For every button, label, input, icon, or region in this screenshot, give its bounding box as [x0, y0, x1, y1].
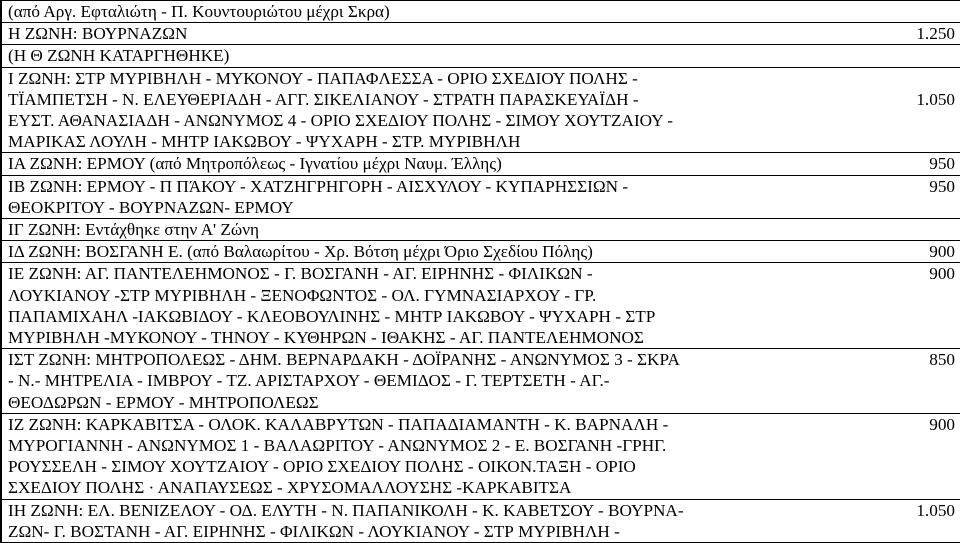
- table-row: [1, 219, 960, 241]
- zone-rows: [1, 1, 960, 543]
- zone-value-cell: 1.050: [829, 67, 960, 153]
- table-row: [1, 175, 960, 218]
- zone-description-line: ΙΕ ΖΩΝΗ: ΑΓ. ΠΑΝΤΕΛΕΗΜΟΝΟΣ - Γ. ΒΟΣΓΑΝΗ - ΑΓ. ΕΙΡΗΝΗΣ - ΦΙΛΙΚΩΝ -: [8, 264, 593, 284]
- zone-description-cell: [1, 153, 829, 175]
- zone-description-line: ΘΕΟΚΡΙΤΟΥ - ΒΟΥΡΝΑΖΩΝ- ΕΡΜΟΥ: [8, 197, 294, 217]
- zone-description-cell: [1, 413, 829, 499]
- zone-value-cell: 900: [829, 263, 960, 349]
- zone-description-line: ΡΟΥΣΣΕΛΗ - ΣΙΜΟΥ ΧΟΥΤΖΑΙΟΥ - ΟΡΙΟ ΣΧΕΔΙΟΥ ΠΟΛΗΣ - ΟΙΚΟΝ.ΤΑΞΗ - ΟΡΙΟ: [8, 457, 636, 477]
- zone-description-line: ΣΧΕΔΙΟΥ ΠΟΛΗΣ · ΑΝΑΠΑΥΣΕΩΣ - ΧΡΥΣΟΜΑΛΛΟΥΣΗΣ -ΚΑΡΚΑΒΙΤΣΑ: [8, 478, 572, 498]
- zone-value-cell: 1.250: [829, 23, 960, 45]
- table-row: [1, 413, 960, 499]
- table-row: [1, 23, 960, 45]
- zone-value-cell: 1.050: [829, 499, 960, 542]
- zone-description-cell: [1, 45, 829, 67]
- zone-value-cell: [829, 45, 960, 67]
- zone-description-line: - Ν.- ΜΗΤΡΕΛΙΑ - ΙΜΒΡΟΥ - ΤΖ. ΑΡΙΣΤΑΡΧΟΥ - ΘΕΜΙΔΟΣ - Γ. ΤΕΡΤΣΕΤΗ - ΑΓ.-: [8, 371, 610, 391]
- zone-description-line: ΙΣΤ ΖΩΝΗ: ΜΗΤΡΟΠΟΛΕΩΣ - ΔΗΜ. ΒΕΡΝΑΡΔΑΚΗ - ΔΟΪΡΑΝΗΣ - ΑΝΩΝΥΜΟΣ 3 - ΣΚΡΑ: [8, 350, 680, 370]
- table-row: [1, 45, 960, 67]
- zone-description-line: ΠΑΠΑΜΙΧΑΗΛ -ΙΑΚΩΒΙΔΟΥ - ΚΛΕΟΒΟΥΛΙΝΗΣ - ΜΗΤΡ ΙΑΚΩΒΟΥ - ΨΥΧΑΡΗ - ΣΤΡ: [8, 306, 656, 326]
- table-row: [1, 1, 960, 23]
- zone-value-cell: 900: [829, 241, 960, 263]
- zone-description-line: ΙΔ ΖΩΝΗ: ΒΟΣΓΑΝΗ Ε. (από Βαλαωρίτου - Χρ. Βότση μέχρι Όριο Σχεδίου Πόλης): [8, 242, 593, 262]
- zone-description-cell: [1, 241, 829, 263]
- table-row: [1, 241, 960, 263]
- zone-description-line: ΕΥΣΤ. ΑΘΑΝΑΣΙΑΔΗ - ΑΝΩΝΥΜΟΣ 4 - ΟΡΙΟ ΣΧΕΔΙΟΥ ΠΟΛΗΣ - ΣΙΜΟΥ ΧΟΥΤΖΑΙΟΥ -: [8, 111, 674, 131]
- zone-description-line: ΙΑ ΖΩΝΗ: ΕΡΜΟΥ (από Μητροπόλεως - Ιγνατίου μέχρι Ναυμ. Έλλης): [8, 154, 502, 174]
- zone-description-cell: [1, 23, 829, 45]
- table-row: [1, 263, 960, 349]
- table-row: [1, 67, 960, 153]
- zone-description-line: ΙΖ ΖΩΝΗ: ΚΑΡΚΑΒΙΤΣΑ - ΟΛΟΚ. ΚΑΛΑΒΡΥΤΩΝ - ΠΑΠΑΔΙΑΜΑΝΤΗ - Κ. ΒΑΡΝΑΛΗ -: [8, 414, 669, 434]
- zone-description-line: ΙΗ ΖΩΝΗ: ΕΛ. ΒΕΝΙΖΕΛΟΥ - ΟΔ. ΕΛΥΤΗ - Ν. ΠΑΠΑΝΙΚΟΛΗ - Κ. ΚΑΒΕΤΣΟΥ - ΒΟΥΡΝΑ-: [8, 500, 684, 520]
- zone-description-line: (από Αργ. Εφταλιώτη - Π. Κουντουριώτου μέχρι Σκρα): [8, 2, 390, 21]
- zone-description-cell: [1, 175, 829, 218]
- zone-value-cell: 900: [829, 413, 960, 499]
- zone-description-line: ΜΥΡΙΒΗΛΗ -ΜΥΚΟΝΟΥ - ΤΗΝΟΥ - ΚΥΘΗΡΩΝ - ΙΘΑΚΗΣ - ΑΓ. ΠΑΝΤΕΛΕΗΜΟΝΟΣ: [8, 328, 644, 348]
- zone-value-cell: [829, 219, 960, 241]
- table-row: [1, 349, 960, 414]
- zone-description-cell: [1, 263, 829, 349]
- zone-description-line: ΘΕΟΔΩΡΩΝ - ΕΡΜΟΥ - ΜΗΤΡΟΠΟΛΕΩΣ: [8, 392, 319, 412]
- zone-description-cell: [1, 349, 829, 414]
- zone-value-cell: [829, 1, 960, 23]
- zone-description-cell: [1, 219, 829, 241]
- zone-description-line: Η ΖΩΝΗ: ΒΟΥΡΝΑΖΩΝ: [8, 24, 188, 44]
- zone-description-line: ΙΒ ΖΩΝΗ: ΕΡΜΟΥ - Π ΠΆΚΟΥ - ΧΑΤΖΗΓΡΗΓΟΡΗ - ΑΙΣΧΥΛΟΥ - ΚΥΠΑΡΗΣΣΙΩΝ -: [8, 176, 629, 196]
- zone-value-cell: 950: [829, 153, 960, 175]
- table-row: [1, 499, 960, 542]
- zone-description-line: ΖΩΝ- Γ. ΒΟΣΤΑΝΗ - ΑΓ. ΕΙΡΗΝΗΣ - ΦΙΛΙΚΩΝ - ΛΟΥΚΙΑΝΟΥ - ΣΤΡ ΜΥΡΙΒΗΛΗ -: [8, 521, 620, 541]
- zone-description-line: ΛΟΥΚΙΑΝΟΥ -ΣΤΡ ΜΥΡΙΒΗΛΗ - ΞΕΝΟΦΩΝΤΟΣ - ΟΛ. ΓΥΜΝΑΣΙΑΡΧΟΥ - ΓΡ.: [8, 285, 597, 305]
- zone-value-cell: 950: [829, 175, 960, 218]
- table-row: [1, 153, 960, 175]
- zone-value-cell: 850: [829, 349, 960, 414]
- zone-description-line: ΜΥΡΟΓΙΑΝΝΗ - ΑΝΩΝΥΜΟΣ 1 - ΒΑΛΑΩΡΙΤΟΥ - ΑΝΩΝΥΜΟΣ 2 - Ε. ΒΟΣΓΑΝΗ -ΓΡΗΓ.: [8, 436, 667, 456]
- zone-description-line: ΜΑΡΙΚΑΣ ΛΟΥΛΗ - ΜΗΤΡ ΙΑΚΩΒΟΥ - ΨΥΧΑΡΗ - ΣΤΡ. ΜΥΡΙΒΗΛΗ: [8, 132, 521, 152]
- zone-description-line: Ι ΖΩΝΗ: ΣΤΡ ΜΥΡΙΒΗΛΗ - ΜΥΚΟΝΟΥ - ΠΑΠΑΦΛΕΣΣΑ - ΟΡΙΟ ΣΧΕΔΙΟΥ ΠΟΛΗΣ -: [8, 68, 638, 88]
- zone-description-cell: [1, 67, 829, 153]
- zone-description-cell: [1, 1, 829, 23]
- zone-description-cell: [1, 499, 829, 542]
- zone-description-line: ΤΪΑΜΠΕΤΣΗ - Ν. ΕΛΕΥΘΕΡΙΑΔΗ - ΑΓΓ. ΣΙΚΕΛΙΑΝΟΥ - ΣΤΡΑΤΗ ΠΑΡΑΣΚΕΥΑΪΔΗ -: [8, 89, 639, 109]
- zone-description-line: (Η Θ ΖΩΝΗ ΚΑΤΑΡΓΗΘΗΚΕ): [8, 46, 230, 66]
- zone-description-line: ΙΓ ΖΩΝΗ: Εντάχθηκε στην Α' Ζώνη: [8, 220, 259, 240]
